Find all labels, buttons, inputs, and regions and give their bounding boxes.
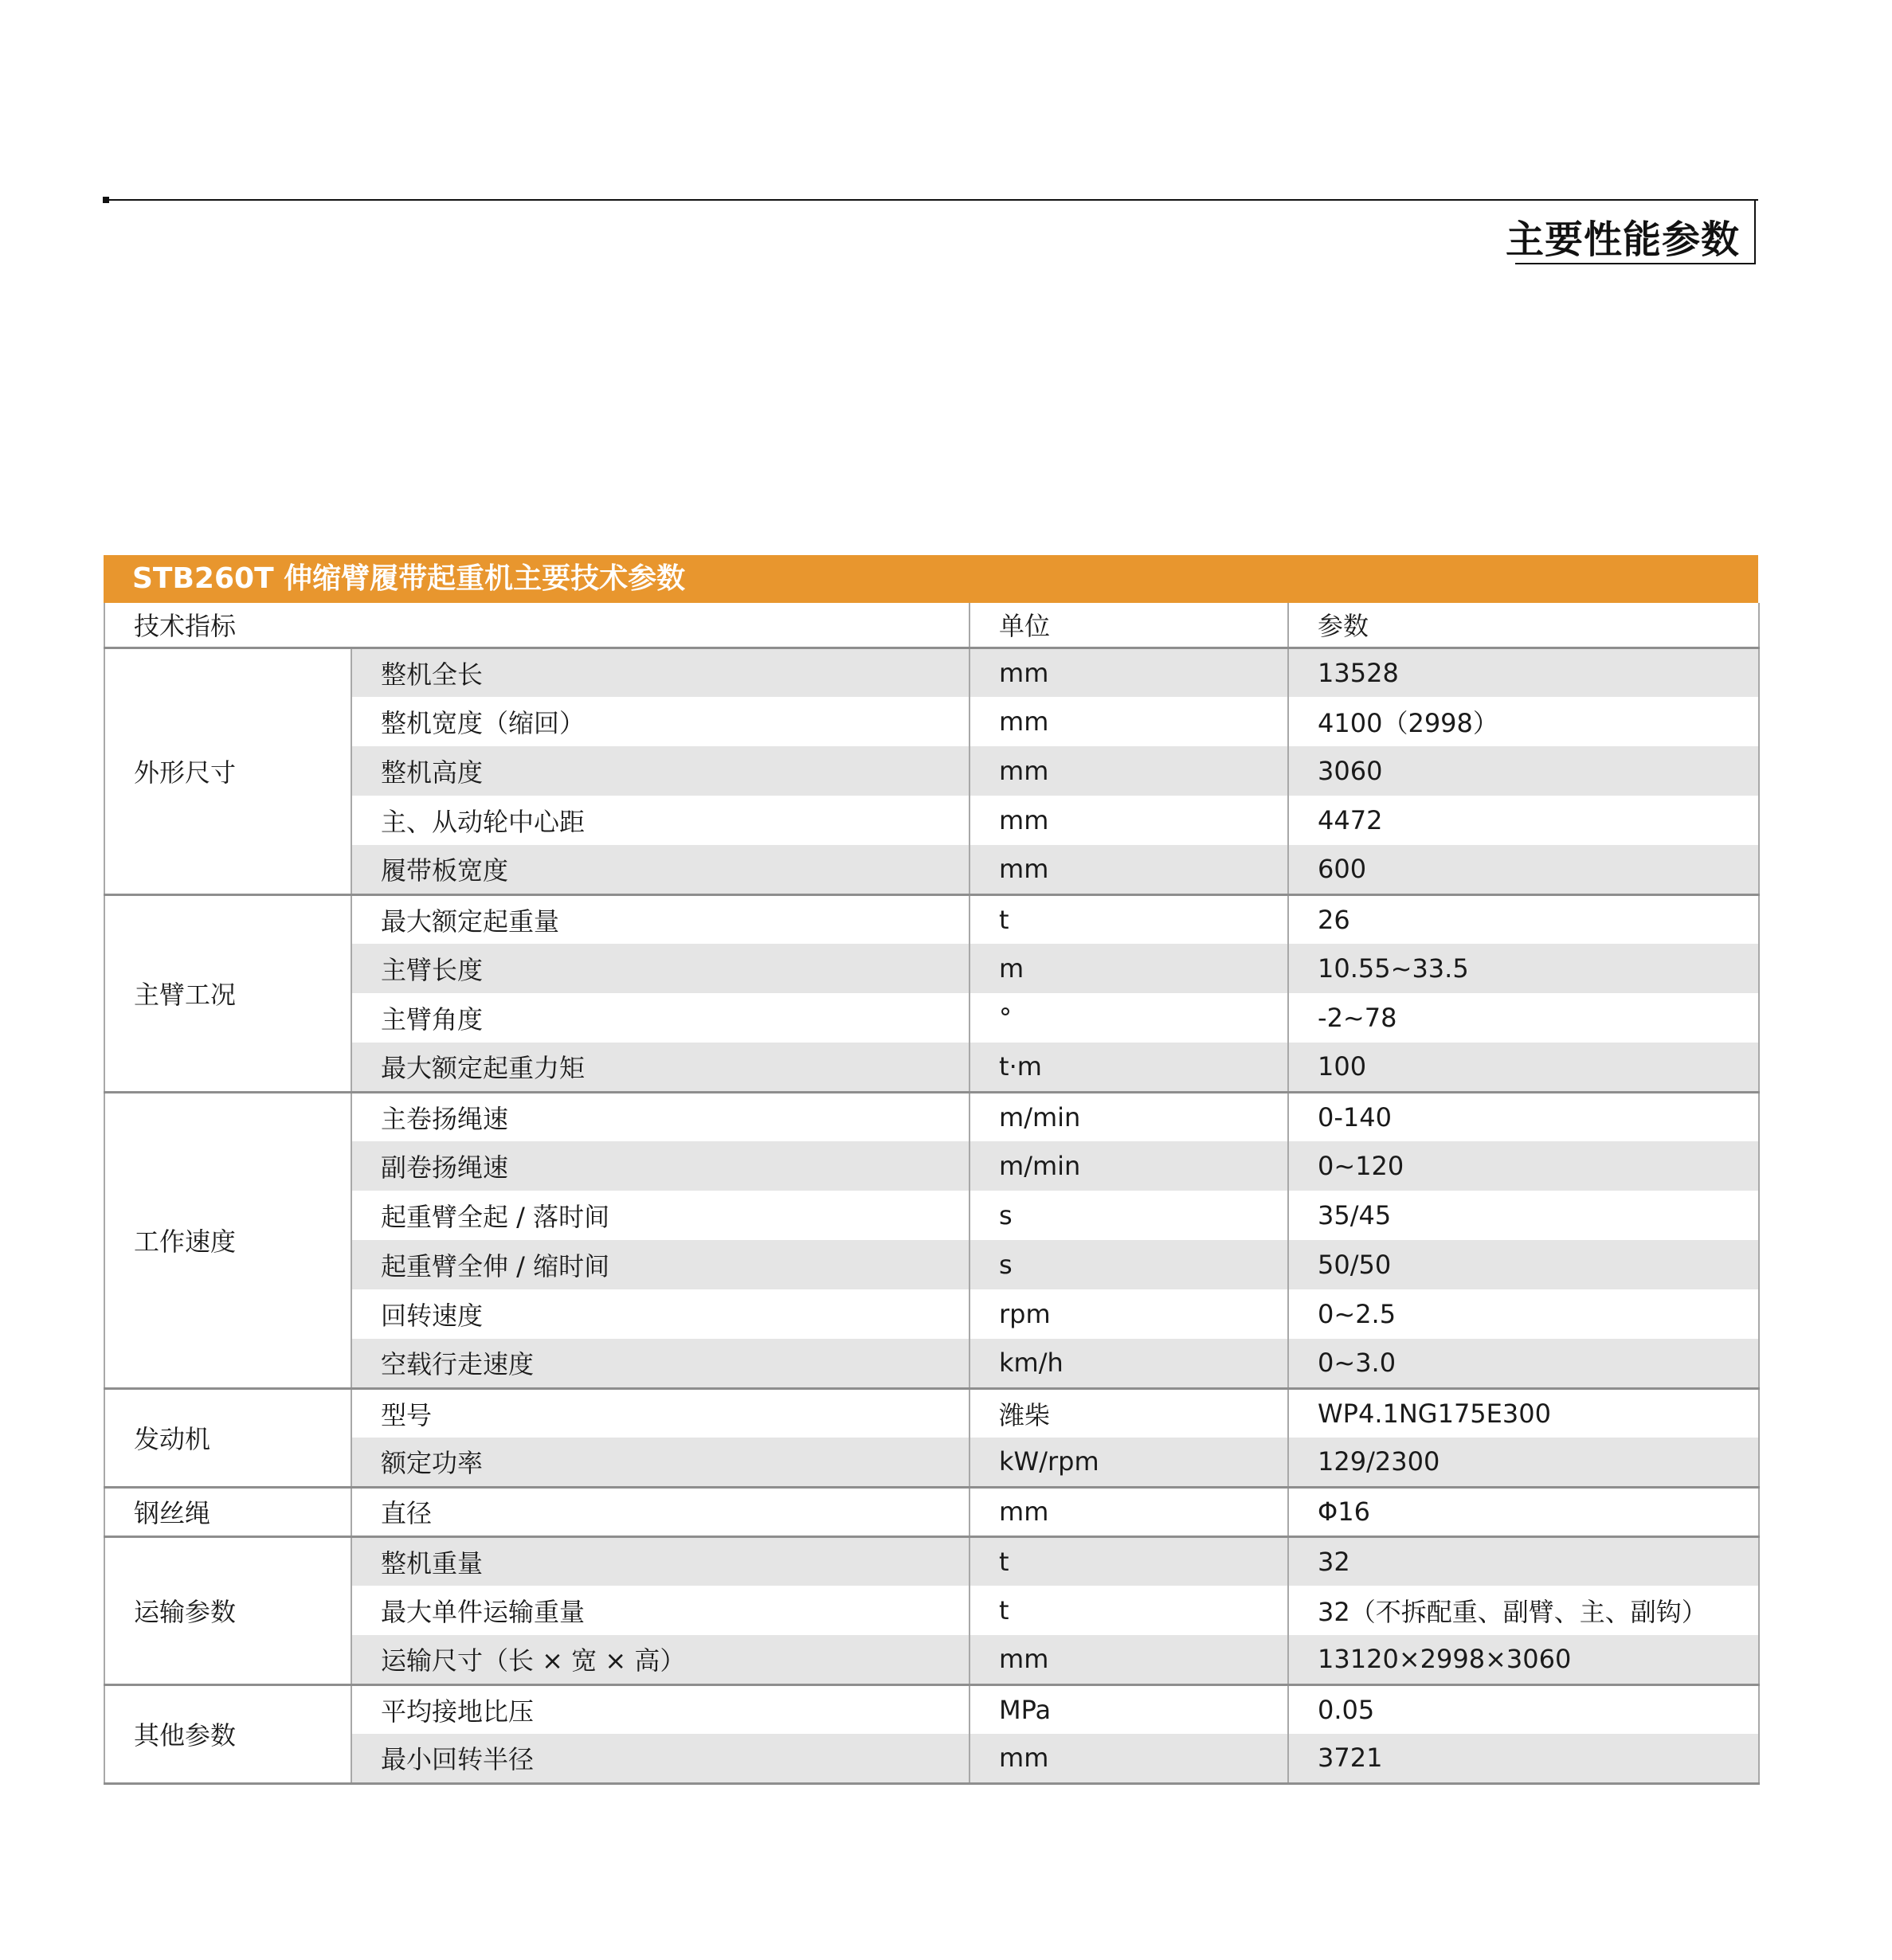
item-cell: 主卷扬绳速 [351, 1092, 970, 1141]
unit-cell: mm [970, 1734, 1288, 1783]
item-cell: 型号 [351, 1388, 970, 1438]
item-cell: 履带板宽度 [351, 845, 970, 894]
unit-cell: s [970, 1240, 1288, 1289]
unit-cell: mm [970, 796, 1288, 845]
value-cell: 35/45 [1288, 1191, 1759, 1240]
item-cell: 额定功率 [351, 1438, 970, 1487]
value-cell: 4472 [1288, 796, 1759, 845]
group-label: 外形尺寸 [104, 647, 351, 894]
item-cell: 整机重量 [351, 1536, 970, 1586]
value-cell: 13120×2998×3060 [1288, 1635, 1759, 1684]
unit-cell: m/min [970, 1092, 1288, 1141]
unit-cell: mm [970, 746, 1288, 796]
table-title: STB260T 伸缩臂履带起重机主要技术参数 [104, 555, 1758, 603]
table-row [104, 1536, 1759, 1586]
value-cell: 0~2.5 [1288, 1289, 1759, 1339]
table-row [104, 1734, 1759, 1783]
table-row [104, 993, 1759, 1043]
header-value: 参数 [1288, 603, 1759, 647]
table-row [104, 1586, 1759, 1635]
table-row [104, 1438, 1759, 1487]
item-cell: 主臂长度 [351, 944, 970, 993]
table-row [104, 1289, 1759, 1339]
table-row [104, 1684, 1759, 1734]
spec-table [104, 603, 1760, 1785]
value-cell: 13528 [1288, 647, 1759, 697]
item-cell: 最大额定起重量 [351, 894, 970, 944]
page-title: 主要性能参数 [1505, 217, 1740, 262]
unit-cell: ° [970, 993, 1288, 1043]
header-item: 技术指标 [104, 603, 970, 647]
value-cell: 0~3.0 [1288, 1339, 1759, 1388]
value-cell: 600 [1288, 845, 1759, 894]
table-row [104, 845, 1759, 894]
table-row [104, 1487, 1759, 1536]
value-cell: 0-140 [1288, 1092, 1759, 1141]
value-cell: 3060 [1288, 746, 1759, 796]
table-row [104, 647, 1759, 697]
value-cell: 32（不拆配重、副臂、主、副钩） [1288, 1586, 1759, 1635]
unit-cell: mm [970, 697, 1288, 746]
value-cell: Φ16 [1288, 1487, 1759, 1536]
unit-cell: mm [970, 845, 1288, 894]
item-cell: 回转速度 [351, 1289, 970, 1339]
item-cell: 起重臂全伸 / 缩时间 [351, 1240, 970, 1289]
table-row [104, 1339, 1759, 1388]
item-cell: 整机高度 [351, 746, 970, 796]
unit-cell: t [970, 1536, 1288, 1586]
value-cell: 10.55~33.5 [1288, 944, 1759, 993]
group-label: 工作速度 [104, 1092, 351, 1388]
table-row [104, 1388, 1759, 1438]
spec-table-container [104, 555, 1758, 1785]
value-cell: 32 [1288, 1536, 1759, 1586]
table-header-row [104, 603, 1759, 647]
item-cell: 直径 [351, 1487, 970, 1536]
value-cell: 50/50 [1288, 1240, 1759, 1289]
header-rule [104, 199, 1758, 201]
unit-cell: km/h [970, 1339, 1288, 1388]
table-row [104, 746, 1759, 796]
item-cell: 副卷扬绳速 [351, 1141, 970, 1191]
table-row [104, 894, 1759, 944]
unit-cell: t·m [970, 1043, 1288, 1092]
header-unit: 单位 [970, 603, 1288, 647]
table-row [104, 796, 1759, 845]
item-cell: 主、从动轮中心距 [351, 796, 970, 845]
table-row [104, 697, 1759, 746]
unit-cell: rpm [970, 1289, 1288, 1339]
unit-cell: mm [970, 647, 1288, 697]
unit-cell: MPa [970, 1684, 1288, 1734]
value-cell: 0.05 [1288, 1684, 1759, 1734]
group-label: 钢丝绳 [104, 1487, 351, 1536]
value-cell: 3721 [1288, 1734, 1759, 1783]
unit-cell: s [970, 1191, 1288, 1240]
item-cell: 起重臂全起 / 落时间 [351, 1191, 970, 1240]
group-label: 发动机 [104, 1388, 351, 1487]
group-label: 主臂工况 [104, 894, 351, 1092]
value-cell: 26 [1288, 894, 1759, 944]
table-row [104, 1240, 1759, 1289]
item-cell: 平均接地比压 [351, 1684, 970, 1734]
value-cell: WP4.1NG175E300 [1288, 1388, 1759, 1438]
item-cell: 整机宽度（缩回） [351, 697, 970, 746]
item-cell: 整机全长 [351, 647, 970, 697]
unit-cell: m/min [970, 1141, 1288, 1191]
group-label: 运输参数 [104, 1536, 351, 1684]
value-cell: 0~120 [1288, 1141, 1759, 1191]
table-row [104, 1191, 1759, 1240]
table-row [104, 944, 1759, 993]
unit-cell: m [970, 944, 1288, 993]
table-row [104, 1092, 1759, 1141]
item-cell: 空载行走速度 [351, 1339, 970, 1388]
group-label: 其他参数 [104, 1684, 351, 1783]
table-row [104, 1635, 1759, 1684]
value-cell: 129/2300 [1288, 1438, 1759, 1487]
table-row [104, 1141, 1759, 1191]
value-cell: -2~78 [1288, 993, 1759, 1043]
unit-cell: mm [970, 1635, 1288, 1684]
value-cell: 100 [1288, 1043, 1759, 1092]
item-cell: 最大额定起重力矩 [351, 1043, 970, 1092]
item-cell: 运输尺寸（长 × 宽 × 高） [351, 1635, 970, 1684]
item-cell: 最大单件运输重量 [351, 1586, 970, 1635]
item-cell: 最小回转半径 [351, 1734, 970, 1783]
unit-cell: 潍柴 [970, 1388, 1288, 1438]
value-cell: 4100（2998） [1288, 697, 1759, 746]
item-cell: 主臂角度 [351, 993, 970, 1043]
unit-cell: kW/rpm [970, 1438, 1288, 1487]
unit-cell: mm [970, 1487, 1288, 1536]
unit-cell: t [970, 894, 1288, 944]
table-row [104, 1043, 1759, 1092]
unit-cell: t [970, 1586, 1288, 1635]
section-title-box [1505, 201, 1756, 264]
